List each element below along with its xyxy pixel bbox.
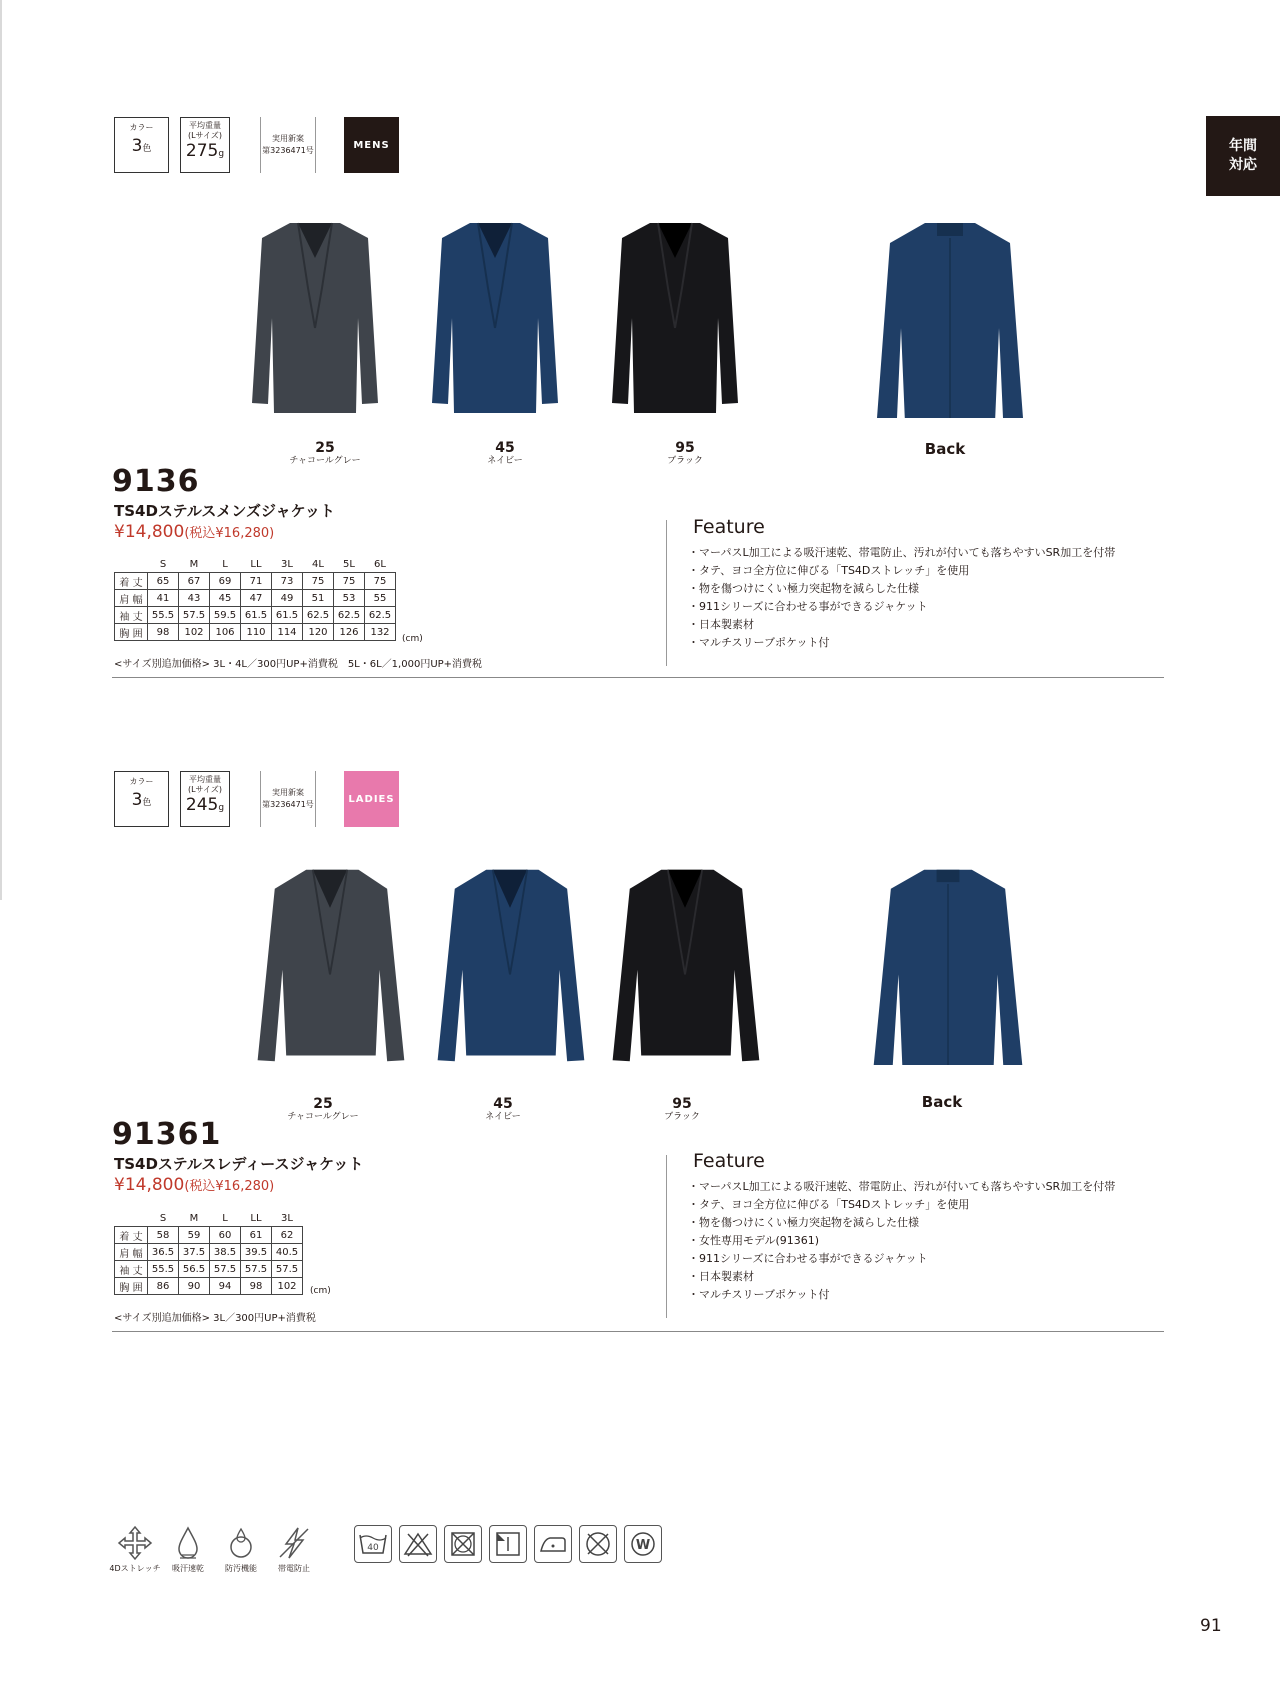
color-label-25: 25 チャコールグレー	[287, 1096, 359, 1122]
section-divider	[112, 1331, 1164, 1332]
svg-text:W: W	[635, 1538, 651, 1553]
table-row: 袖 丈 55.5 56.5 57.5 57.5 57.5	[115, 1261, 303, 1278]
stain-resistant-icon	[223, 1525, 259, 1561]
jacket-image-charcoal	[250, 865, 410, 1065]
weight-box: 平均重量 (Lサイズ) 275g	[180, 117, 230, 173]
antistatic-icon	[276, 1525, 312, 1561]
mens-badge: MENS	[344, 117, 399, 173]
patent-box: 実用新案 第3236471号	[260, 771, 316, 827]
wet-clean-icon	[624, 1525, 662, 1563]
color-count-box: カラー 3色	[114, 117, 169, 173]
table-row: 胸 囲 86 90 94 98 102	[115, 1278, 303, 1295]
list-item: ・911シリーズに合わせる事ができるジャケット	[688, 600, 928, 613]
color-label-95: 95 ブラック	[667, 440, 703, 466]
list-item: ・タテ、ヨコ全方位に伸びる「TS4Dストレッチ」を使用	[688, 564, 970, 577]
list-item: ・マーパスL加工による吸汗速乾、帯電防止、汚れが付いても落ちやすいSR加工を付帯	[688, 1180, 1116, 1193]
size-table: S M L LL 3L 着 丈 58 59 60 61 62 肩 幅 36.5 37.5 38.5 39.5 40.5 袖 丈 55.5 56.5 57.5 57.5 57.5 胸 囲 86 90 94 98 102	[114, 1210, 303, 1295]
color-label-45: 45 ネイビー	[487, 440, 523, 466]
table-row: 胸 囲 98 102 106 110 114 120 126 132	[115, 624, 396, 641]
page-number: 91	[1200, 1616, 1222, 1636]
list-item: ・日本製素材	[688, 1270, 754, 1283]
list-item: ・マーパスL加工による吸汗速乾、帯電防止、汚れが付いても落ちやすいSR加工を付帯	[688, 546, 1116, 559]
color-label-95: 95 ブラック	[664, 1096, 700, 1122]
jacket-image-navy	[430, 865, 590, 1065]
list-item: ・日本製素材	[688, 618, 754, 631]
list-item: ・女性専用モデル(91361)	[688, 1234, 820, 1247]
no-dry-clean-icon	[579, 1525, 617, 1563]
svg-text:40: 40	[367, 1543, 379, 1553]
moisture-wicking-icon	[170, 1525, 206, 1561]
function-antistatic: 帯電防止	[266, 1525, 322, 1574]
list-item: ・911シリーズに合わせる事ができるジャケット	[688, 1252, 928, 1265]
jacket-image-black	[605, 865, 765, 1065]
back-label: Back	[924, 440, 966, 458]
no-tumble-dry-icon	[444, 1525, 482, 1563]
product-name: TS4Dステルスレディースジャケット	[114, 1155, 364, 1173]
column-divider	[666, 1155, 667, 1318]
table-row: 着 丈 65 67 69 71 73 75 75 75	[115, 573, 396, 590]
list-item: ・マルチスリーブポケット付	[688, 636, 830, 649]
list-item: ・タテ、ヨコ全方位に伸びる「TS4Dストレッチ」を使用	[688, 1198, 970, 1211]
color-label-25: 25 チャコールグレー	[289, 440, 361, 466]
table-row: 袖 丈 55.5 57.5 59.5 61.5 61.5 62.5 62.5 62.5	[115, 607, 396, 624]
feature-title: Feature	[693, 1150, 765, 1172]
table-row: 肩 幅 41 43 45 47 49 51 53 55	[115, 590, 396, 607]
no-bleach-icon	[399, 1525, 437, 1563]
list-item: ・マルチスリーブポケット付	[688, 1288, 830, 1301]
iron-low-icon	[534, 1525, 572, 1563]
product-code: 91361	[112, 1117, 222, 1152]
back-label: Back	[921, 1093, 963, 1111]
function-4d-stretch: 4Dストレッチ	[107, 1525, 163, 1574]
product-code: 9136	[112, 464, 200, 499]
4d-stretch-icon	[117, 1525, 153, 1561]
feature-list	[688, 1178, 1115, 1304]
patent-box: 実用新案 第3236471号	[260, 117, 316, 173]
table-row: 肩 幅 36.5 37.5 38.5 39.5 40.5	[115, 1244, 303, 1261]
unit-label: (cm)	[310, 1286, 331, 1296]
list-item: ・物を傷つけにくい極力突起物を減らした仕様	[688, 1216, 919, 1229]
weight-box: 平均重量 (Lサイズ) 245g	[180, 771, 230, 827]
color-count-box: カラー 3色	[114, 771, 169, 827]
function-stain-resistant: 防汚機能	[213, 1525, 269, 1574]
size-price-note: <サイズ別追加価格> 3L・4L／300円UP+消費税 5L・6L／1,000円UP+消費税	[114, 659, 483, 670]
season-tab: 年間 対応	[1206, 116, 1280, 196]
feature-title: Feature	[693, 516, 765, 538]
product-price: ¥14,800(税込¥16,280)	[114, 522, 275, 542]
product-price: ¥14,800(税込¥16,280)	[114, 1175, 275, 1195]
jacket-image-back	[868, 865, 1028, 1065]
line-dry-shade-icon	[489, 1525, 527, 1563]
unit-label: (cm)	[402, 634, 423, 644]
color-label-45: 45 ネイビー	[485, 1096, 521, 1122]
size-price-note: <サイズ別追加価格> 3L／300円UP+消費税	[114, 1313, 316, 1324]
wash-40-icon	[354, 1525, 392, 1563]
list-item: ・物を傷つけにくい極力突起物を減らした仕様	[688, 582, 919, 595]
ladies-badge: LADIES	[344, 771, 399, 827]
product-name: TS4Dステルスメンズジャケット	[114, 502, 335, 520]
function-moisture-wicking: 吸汗速乾	[160, 1525, 216, 1574]
size-table: S M L LL 3L 4L 5L 6L 着 丈 65 67 69 71 73 75 75 75 肩 幅 41 43 45 47 49 51 53 55 袖 丈 55.5 57.5 59.5 61.5 61.5 62.5 62.5 62.5 胸 囲 98 102 106 110 114 120 126 132	[114, 556, 396, 641]
table-row: 着 丈 58 59 60 61 62	[115, 1227, 303, 1244]
